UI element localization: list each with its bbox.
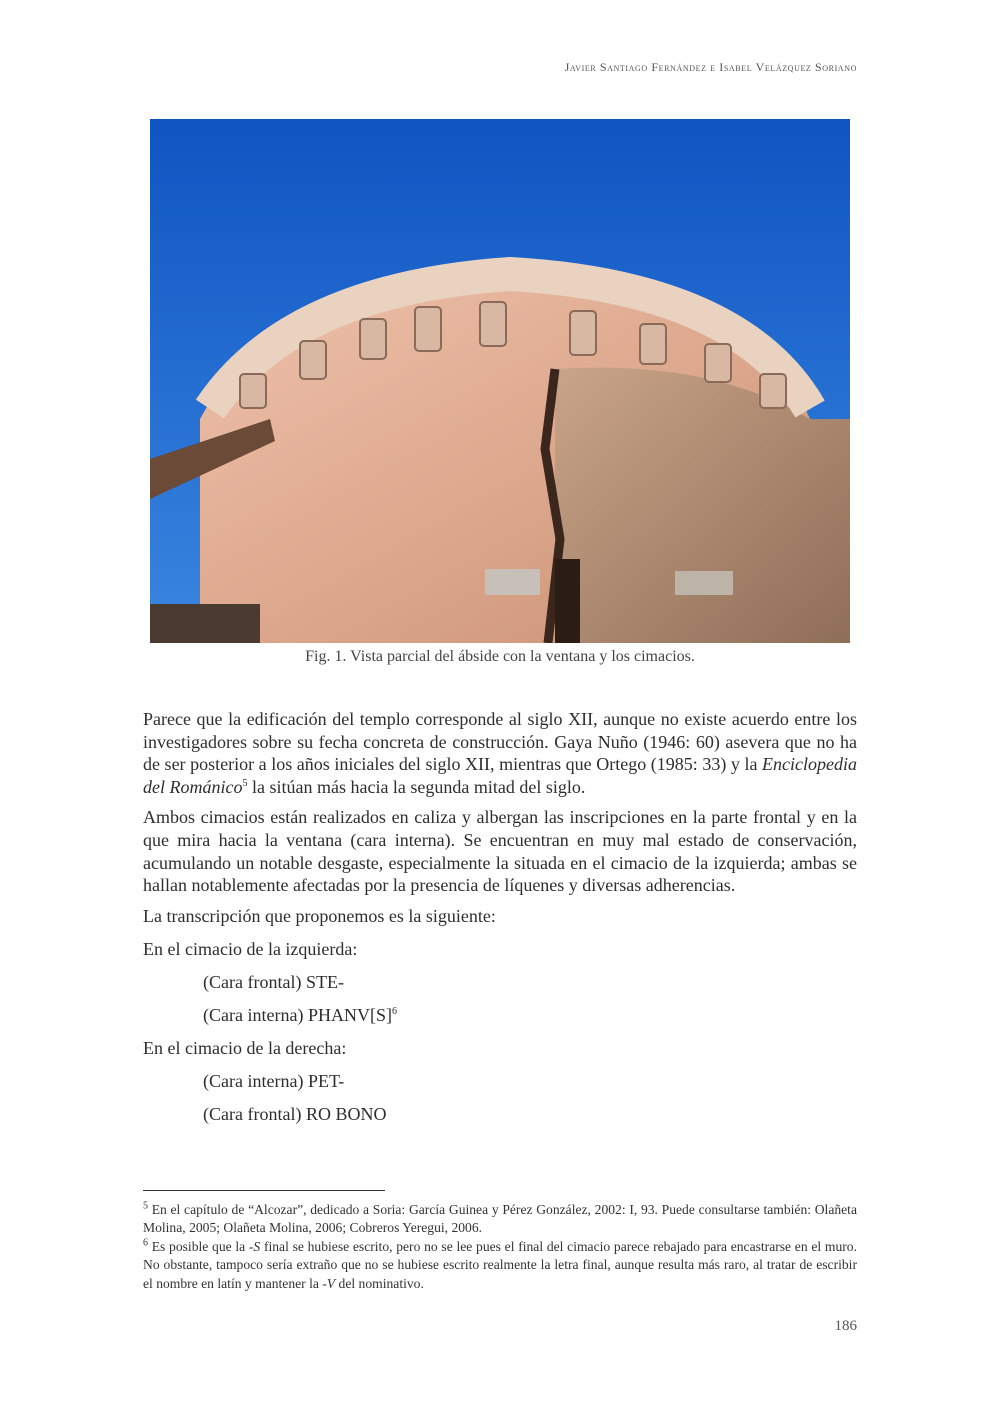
p1-italic-title: Enciclopedia del Románico	[143, 754, 857, 797]
p1-text-a: Parece que la edificación del templo corresponde al siglo XII, aunque no existe acuerdo entre los investigadores sobre su fecha concreta de construcción. Gaya Nuño (1946: 60) asevera que no ha de ser posterior a los años iniciales del siglo XII, mientras que Ortego (1985: 33) y la	[143, 709, 857, 775]
footnote-6-number: 6	[143, 1237, 148, 1249]
p1-text-b: la sitúan más hacia la segunda mitad del siglo.	[247, 776, 586, 797]
right-inner-face: (Cara interna) PET-	[203, 1070, 345, 1091]
footnote-5-number: 5	[143, 1200, 148, 1212]
left-cimacio-heading: En el cimacio de la izquierda:	[143, 938, 358, 959]
paragraph-cimacios: Ambos cimacios están realizados en caliza y albergan las inscripciones en la parte frontal y en la que mira hacia la ventana (cara interna). Se encuentran en muy mal estado de conservación, acumulando un notable desgaste, especialmente la situada en el cimacio de la izquierda; ambas se hallan notablemente afectadas por la presencia de líquenes y diversas adherencias.	[143, 807, 857, 896]
footnote-5	[143, 1201, 857, 1238]
page-number: 186	[834, 1318, 857, 1334]
footnote-5-text: En el capítulo de “Alcozar”, dedicado a Soria: García Guinea y Pérez González, 2002: I, 93. Puede consultarse también: Olañeta Molina, 2005; Olañeta Molina, 2006; Cobreros Yeregui, 2006.	[143, 1202, 857, 1236]
apse-photo-illustration	[150, 119, 850, 643]
paragraph-dating	[143, 708, 857, 798]
transcription-intro: La transcripción que proponemos es la siguiente:	[143, 905, 496, 926]
figure-caption: Fig. 1. Vista parcial del ábside con la ventana y los cimacios.	[305, 648, 695, 665]
right-front-face: (Cara frontal) RO BONO	[203, 1103, 387, 1124]
apse-photograph	[150, 119, 850, 643]
left-impost-block	[485, 569, 540, 595]
footnote-ref-6: 6	[391, 1005, 397, 1017]
footnotes	[143, 1201, 857, 1293]
footnote-6-text-a: Es posible que la	[148, 1238, 249, 1254]
window-opening	[555, 559, 580, 643]
footnote-6-text-b: final se hubiese escrito, pero no se lee pues el final del cimacio parece rebajado para encastrarse en el muro. No obstante, tampoco sería extraño que no se hubiese escrito realmente la letra final, aunque resulta más raro, al tratar de escribir el nombre en latín y mantener la	[143, 1238, 857, 1291]
right-cimacio-heading: En el cimacio de la derecha:	[143, 1037, 347, 1058]
left-front-face: (Cara frontal) STE-	[203, 971, 344, 992]
footnote-6-v: -V	[322, 1275, 336, 1291]
footnote-6-s: -S	[248, 1238, 261, 1254]
footnote-6-text-c: del nominativo.	[335, 1275, 424, 1291]
running-head: Javier Santiago Fernández e Isabel Velázquez Soriano	[564, 60, 857, 74]
main-text	[143, 708, 857, 1136]
left-inner-face	[143, 1004, 857, 1026]
right-impost-block	[675, 571, 733, 595]
foreground-ledge	[150, 604, 260, 643]
left-inner-text: (Cara interna) PHANV[S]	[203, 1004, 392, 1025]
footnote-ref-5: 5	[242, 777, 248, 789]
footnote-6	[143, 1238, 857, 1293]
footnote-rule	[143, 1190, 385, 1191]
